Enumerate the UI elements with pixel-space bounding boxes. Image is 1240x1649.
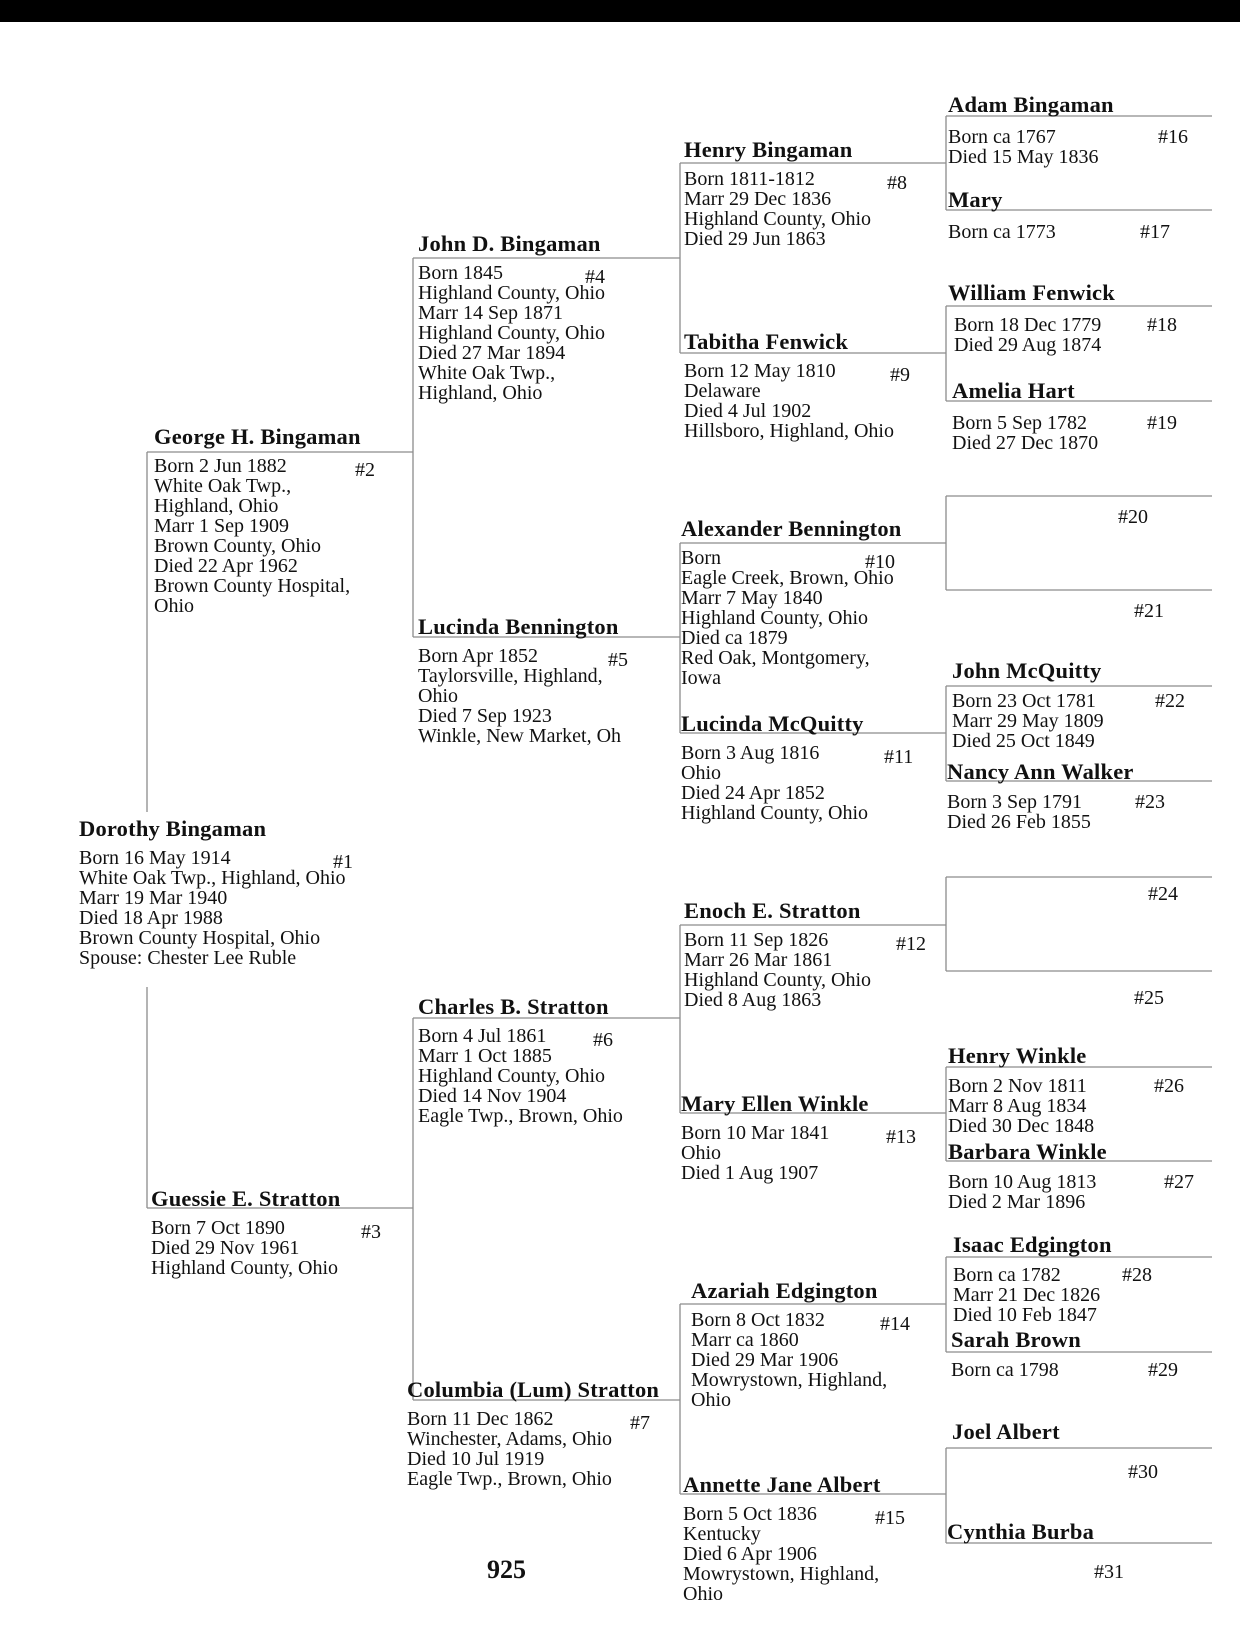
person-name: Cynthia Burba	[947, 1519, 1095, 1544]
person-name: William Fenwick	[948, 280, 1115, 305]
ahnentafel-number-25: #25	[1134, 987, 1164, 1009]
person-4	[418, 232, 605, 403]
detail-line: Brown County Hospital, Ohio	[79, 927, 321, 949]
person-18	[948, 280, 1177, 356]
detail-line: Born	[681, 547, 721, 569]
person-name: Adam Bingaman	[948, 92, 1114, 117]
person-19	[952, 378, 1177, 454]
ahnentafel-number: #5	[608, 649, 628, 671]
detail-line: Marr 1 Oct 1885	[418, 1045, 552, 1067]
person-details	[681, 1123, 869, 1183]
person-name: Alexander Bennington	[681, 516, 902, 541]
person-name: Tabitha Fenwick	[684, 329, 849, 354]
person-name: Azariah Edgington	[691, 1278, 878, 1303]
ahnentafel-number: #26	[1154, 1075, 1184, 1097]
detail-line: Died 29 Mar 1906	[691, 1349, 839, 1371]
person-8	[684, 137, 907, 250]
person-name: Amelia Hart	[952, 378, 1075, 403]
detail-line: Died 8 Aug 1863	[684, 989, 822, 1011]
person-name: Sarah Brown	[951, 1327, 1081, 1352]
detail-line: Iowa	[681, 667, 721, 689]
ahnentafel-number: #14	[880, 1313, 910, 1335]
ahnentafel-number: #31	[1094, 1561, 1124, 1583]
detail-line: Born 5 Sep 1782	[952, 412, 1087, 434]
detail-line: Died 4 Jul 1902	[684, 400, 812, 422]
detail-line: Born 10 Mar 1841	[681, 1122, 830, 1144]
person-details	[684, 361, 894, 441]
detail-line: Highland County, Ohio	[681, 802, 869, 824]
ahnentafel-number: #28	[1122, 1264, 1152, 1286]
person-name: Isaac Edgington	[953, 1232, 1112, 1257]
person-details	[418, 263, 605, 403]
detail-line: Highland County, Ohio	[418, 1065, 606, 1087]
person-name: Guessie E. Stratton	[151, 1186, 341, 1211]
person-details	[948, 1076, 1094, 1136]
person-details	[79, 848, 346, 968]
detail-line: Died ca 1879	[681, 627, 788, 649]
detail-line: Born 3 Aug 1816	[681, 742, 820, 764]
detail-line: Mowrystown, Highland,	[691, 1369, 888, 1391]
detail-line: Died 29 Jun 1863	[684, 228, 826, 250]
detail-line: Died 26 Feb 1855	[947, 811, 1091, 833]
detail-line: Born 3 Sep 1791	[947, 791, 1082, 813]
detail-line: Born 12 May 1810	[684, 360, 836, 382]
detail-line: Marr 26 Mar 1861	[684, 949, 833, 971]
person-details	[418, 646, 621, 746]
person-name: Henry Bingaman	[684, 137, 853, 162]
person-name: Annette Jane Albert	[683, 1472, 881, 1497]
detail-line: Highland County, Ohio	[684, 208, 872, 230]
person-name: Mary	[948, 187, 1003, 212]
ahnentafel-number: #27	[1164, 1171, 1194, 1193]
detail-line: Died 1 Aug 1907	[681, 1162, 819, 1184]
detail-line: Highland County, Ohio	[418, 322, 606, 344]
person-details	[951, 1360, 1081, 1380]
ahnentafel-number: #16	[1158, 126, 1188, 148]
ahnentafel-number: #12	[896, 933, 926, 955]
detail-line: Highland, Ohio	[154, 495, 279, 517]
detail-line: Highland County, Ohio	[151, 1257, 339, 1279]
ahnentafel-number: #23	[1135, 791, 1165, 813]
detail-line: Highland County, Ohio	[681, 607, 869, 629]
person-name: Enoch E. Stratton	[684, 898, 861, 923]
detail-line: Died 24 Apr 1852	[681, 782, 825, 804]
person-name: Nancy Ann Walker	[947, 759, 1134, 784]
person-12	[684, 898, 926, 1011]
detail-line: Born 7 Oct 1890	[151, 1217, 285, 1239]
ahnentafel-number: #6	[593, 1029, 613, 1051]
detail-line: Died 29 Aug 1874	[954, 334, 1102, 356]
ahnentafel-number: #17	[1140, 221, 1170, 243]
person-details	[684, 930, 871, 1010]
detail-line: Born 11 Dec 1862	[407, 1408, 554, 1430]
person-26	[948, 1043, 1184, 1137]
detail-line: Ohio	[681, 762, 721, 784]
detail-line: Died 27 Mar 1894	[418, 342, 566, 364]
detail-line: Born 18 Dec 1779	[954, 314, 1102, 336]
detail-line: Born 5 Oct 1836	[683, 1503, 817, 1525]
detail-line: Born Apr 1852	[418, 645, 538, 667]
detail-line: Born 10 Aug 1813	[948, 1171, 1097, 1193]
person-27	[948, 1139, 1194, 1213]
detail-line: Brown County, Ohio	[154, 535, 322, 557]
person-23	[947, 759, 1165, 833]
person-details	[948, 315, 1115, 355]
detail-line: Died 10 Jul 1919	[407, 1448, 545, 1470]
detail-line: Ohio	[683, 1583, 723, 1605]
detail-line: Born ca 1798	[951, 1359, 1059, 1381]
detail-line: Born ca 1767	[948, 126, 1056, 148]
person-22	[952, 658, 1185, 752]
person-details	[151, 1218, 340, 1278]
detail-line: Died 27 Dec 1870	[952, 432, 1099, 454]
detail-line: Marr 19 Mar 1940	[79, 887, 228, 909]
person-details	[947, 792, 1134, 832]
person-details	[952, 691, 1104, 751]
detail-line: Died 7 Sep 1923	[418, 705, 552, 727]
person-31	[947, 1519, 1124, 1583]
detail-line: Born 2 Jun 1882	[154, 455, 287, 477]
detail-line: Highland, Ohio	[418, 382, 543, 404]
person-name: John D. Bingaman	[418, 231, 601, 256]
ahnentafel-number: #1	[333, 851, 353, 873]
detail-line: Died 2 Mar 1896	[948, 1191, 1086, 1213]
person-details	[948, 222, 1056, 242]
person-details	[154, 456, 361, 616]
ahnentafel-number: #18	[1147, 314, 1177, 336]
detail-line: Died 18 Apr 1988	[79, 907, 223, 929]
detail-line: Born ca 1782	[953, 1264, 1061, 1286]
detail-line: Spouse: Chester Lee Ruble	[79, 947, 297, 969]
person-13	[681, 1091, 916, 1184]
detail-line: Died 10 Feb 1847	[953, 1304, 1097, 1326]
detail-line: Born 1811-1812	[684, 168, 815, 190]
detail-line: Highland County, Ohio	[418, 282, 606, 304]
person-details	[681, 743, 868, 823]
detail-line: Eagle Creek, Brown, Ohio	[681, 567, 894, 589]
person-16	[948, 92, 1188, 168]
ahnentafel-number: #9	[890, 364, 910, 386]
person-details	[953, 1265, 1112, 1325]
person-name: George H. Bingaman	[154, 424, 361, 449]
detail-line: White Oak Twp.,	[154, 475, 292, 497]
person-7	[407, 1378, 659, 1489]
ahnentafel-number: #4	[585, 266, 605, 288]
person-15	[683, 1472, 905, 1605]
person-name: Dorothy Bingaman	[79, 816, 267, 841]
detail-line: Died 29 Nov 1961	[151, 1237, 300, 1259]
person-details	[948, 127, 1114, 167]
ahnentafel-number: #19	[1147, 412, 1177, 434]
ahnentafel-number: #8	[887, 172, 907, 194]
person-28	[953, 1232, 1152, 1326]
detail-line: Marr 8 Aug 1834	[948, 1095, 1087, 1117]
detail-line: Winchester, Adams, Ohio	[407, 1428, 613, 1450]
person-name: Charles B. Stratton	[418, 994, 609, 1019]
detail-line: White Oak Twp., Highland, Ohio	[79, 867, 346, 889]
detail-line: Ohio	[691, 1389, 731, 1411]
ahnentafel-number-20: #20	[1118, 506, 1148, 528]
person-5	[418, 614, 628, 747]
person-details	[407, 1409, 659, 1489]
ahnentafel-number: #10	[865, 551, 895, 573]
person-details	[948, 1172, 1107, 1212]
ahnentafel-number-21: #21	[1134, 600, 1164, 622]
detail-line: Died 30 Dec 1848	[948, 1115, 1095, 1137]
detail-line: Born 11 Sep 1826	[684, 929, 829, 951]
person-1	[79, 816, 353, 969]
ahnentafel-number: #7	[630, 1412, 650, 1434]
detail-line: Ohio	[681, 1142, 721, 1164]
detail-line: Taylorsville, Highland,	[418, 665, 603, 687]
person-17	[948, 187, 1170, 243]
detail-line: Kentucky	[683, 1523, 761, 1545]
detail-line: Marr ca 1860	[691, 1329, 799, 1351]
detail-line: Eagle Twp., Brown, Ohio	[407, 1468, 612, 1490]
ahnentafel-number: #15	[875, 1507, 905, 1529]
person-details	[683, 1504, 881, 1604]
detail-line: Ohio	[154, 595, 194, 617]
person-9	[684, 329, 910, 442]
detail-line: Marr 29 Dec 1836	[684, 188, 832, 210]
detail-line: Mowrystown, Highland,	[683, 1563, 880, 1585]
page-number: 925	[487, 1555, 526, 1584]
person-3	[151, 1186, 381, 1279]
person-name: Columbia (Lum) Stratton	[407, 1377, 660, 1402]
person-name: Joel Albert	[952, 1419, 1060, 1444]
detail-line: Marr 29 May 1809	[952, 710, 1104, 732]
person-10	[681, 517, 902, 688]
detail-line: Died 15 May 1836	[948, 146, 1099, 168]
detail-line: Born 2 Nov 1811	[948, 1075, 1087, 1097]
detail-line: Died 22 Apr 1962	[154, 555, 298, 577]
person-29	[951, 1327, 1178, 1381]
person-30	[952, 1419, 1158, 1483]
detail-line: Marr 7 May 1840	[681, 587, 823, 609]
detail-line: Died 6 Apr 1906	[683, 1543, 817, 1565]
person-name: John McQuitty	[952, 658, 1102, 683]
person-14	[691, 1278, 910, 1411]
detail-line: Marr 1 Sep 1909	[154, 515, 289, 537]
person-details	[684, 169, 871, 249]
person-name: Barbara Winkle	[948, 1139, 1107, 1164]
detail-line: Delaware	[684, 380, 761, 402]
detail-line: Eagle Twp., Brown, Ohio	[418, 1105, 623, 1127]
detail-line: Born ca 1773	[948, 221, 1056, 243]
detail-line: Died 14 Nov 1904	[418, 1085, 567, 1107]
person-name: Lucinda Bennington	[418, 614, 619, 639]
person-name: Henry Winkle	[948, 1043, 1087, 1068]
ahnentafel-number: #13	[886, 1126, 916, 1148]
detail-line: White Oak Twp.,	[418, 362, 556, 384]
ahnentafel-number: #29	[1148, 1359, 1178, 1381]
detail-line: Hillsboro, Highland, Ohio	[684, 420, 894, 442]
detail-line: Born 8 Oct 1832	[691, 1309, 825, 1331]
detail-line: Ohio	[418, 685, 458, 707]
detail-line: Died 25 Oct 1849	[952, 730, 1095, 752]
ahnentafel-number-24: #24	[1148, 883, 1178, 905]
detail-line: Highland County, Ohio	[684, 969, 872, 991]
person-11	[681, 711, 914, 824]
ahnentafel-number: #11	[884, 746, 914, 768]
ahnentafel-number: #30	[1128, 1461, 1158, 1483]
detail-line: Marr 21 Dec 1826	[953, 1284, 1101, 1306]
detail-line: Born 4 Jul 1861	[418, 1025, 547, 1047]
person-6	[418, 995, 623, 1126]
ahnentafel-number: #3	[361, 1221, 381, 1243]
detail-line: Born 23 Oct 1781	[952, 690, 1096, 712]
detail-line: Brown County Hospital,	[154, 575, 351, 597]
person-2	[154, 424, 375, 617]
detail-line: Winkle, New Market, Oh	[418, 725, 622, 747]
person-name: Lucinda McQuitty	[681, 711, 864, 736]
ahnentafel-number: #22	[1155, 690, 1185, 712]
person-details	[952, 413, 1098, 453]
person-details	[691, 1310, 887, 1410]
ahnentafel-number: #2	[355, 459, 375, 481]
detail-line: Marr 14 Sep 1871	[418, 302, 563, 324]
detail-line: Born 16 May 1914	[79, 847, 231, 869]
person-name: Mary Ellen Winkle	[681, 1091, 869, 1116]
detail-line: Born 1845	[418, 262, 503, 284]
detail-line: Red Oak, Montgomery,	[681, 647, 870, 669]
